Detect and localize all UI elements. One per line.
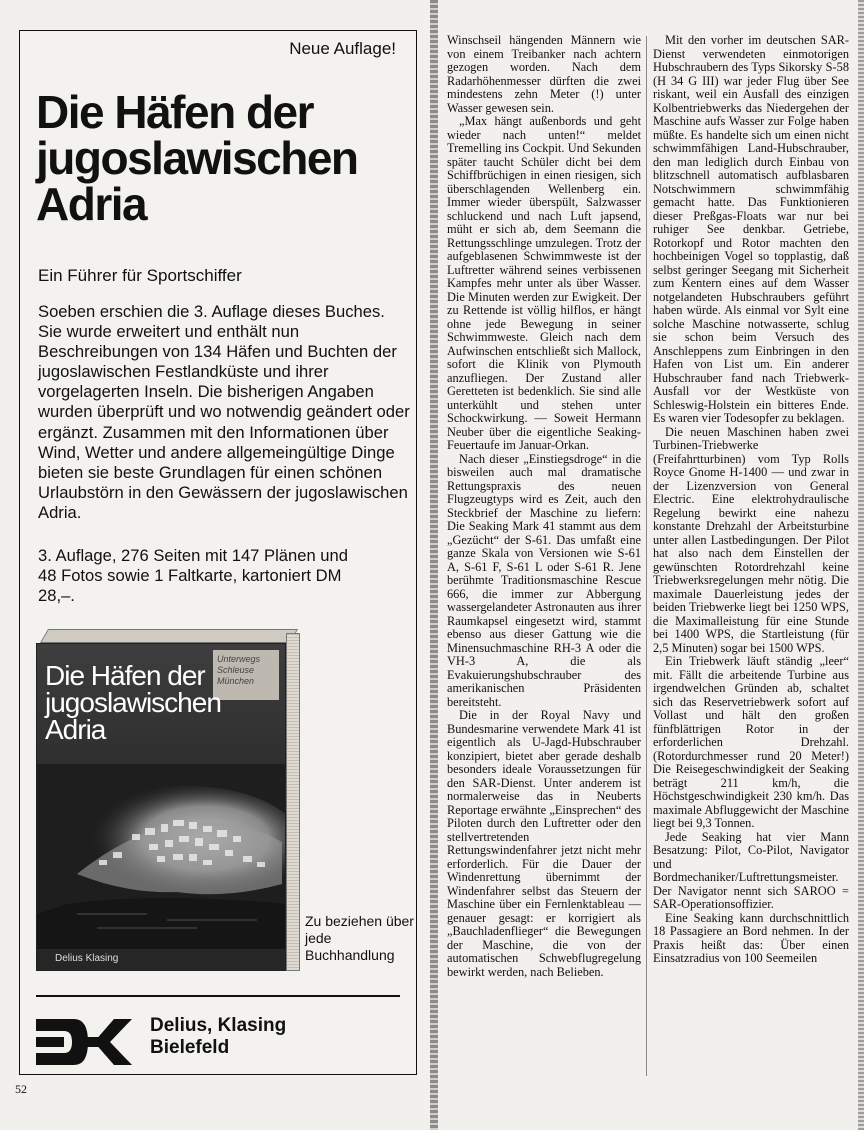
book-page-edges <box>286 633 300 971</box>
book-cover-publisher: Delius Klasing <box>55 953 119 964</box>
publisher-block <box>150 1015 350 1059</box>
paragraph: Winschseil hängenden Männern wie von einem Treibanker nach achtern gezogen worden. Nach dem Radarhöhenmesser dürften die zwei mindestens zehn Meter (!) unter Wasser gewesen sein. <box>447 34 641 115</box>
publisher-name: Delius, Klasing <box>150 1015 287 1036</box>
book-cover <box>36 643 286 971</box>
paragraph: „Max hängt außenbords und geht wieder nach unten!“ meldet Tremelling ins Cockpit. Und Sekunden später taucht Schüler dicht bei dem Schiffbrüchigen in einen riesigen, sich überschlagenden Wellenberg ein. Immer wieder überspült, Salzwasser schluckend und nach Luft japsend, müht er sich ab, dem Seemann die Rettungsschlinge umzulegen. Trotz der aufgeblasenen Schwimmweste ist der Luftretter während seines verbissenen Kampfes mehr unter als über Wasser. Die Minuten werden zur Ewigkeit. Der zu Rettende ist völlig hilflos, er hängt ohne jede Bewegung in seiner Schwimmweste. Gleich nach dem Aufwinschen entschließt sich Mallock, sofort die Klinik von Plymouth anzufliegen. Der Zustand aller Geretteten ist bedenklich. Sie sind alle unterkühlt und stehen unter Schockwirkung. — Soweit Hermann Neuber über die eigentliche Seaking-Feuertaufe im Januar-Orkan. <box>447 114 641 452</box>
ad-description: Soeben erschien die 3. Auflage dieses Buches. Sie wurde erweitert und enthält nun Beschreibungen von 134 Häfen und Buchten der jugoslawischen Festlandküste und ihrer vorgelagerten Inseln. Die bisherigen Angaben wurden überprüft und wo notwendig geändert oder ergänzt. Zusammen mit den Informationen über Wind, Wetter und andere allgemeingültige Dinge bieten sie beste Grundlagen für einen schönen Urlaubstörn in den Gewässern der jugoslawischen Adria. <box>38 302 410 522</box>
paragraph: Die neuen Maschinen haben zwei Turbinen-Triebwerke (Freifahrtturbinen) vom Typ Rolls Royce Gnome H-1400 — und zwar in der Lizenzversion von General Electric. Eine elektrohydraulische Regelung bewirkt eine nahezu konstante Drehzahl der Arbeitsturbine unter allen Lastbedingungen. Der Pilot hat also nach dem Einstellen der gewünschten Rotordrehzahl keine Triebwerksregelungen mehr nötig. Die maximale Dauerleistung jedes der beiden Triebwerke liegt bei 1250 WPS, die Maximalleistung für eine Stunde bei 1400 WPS, die Startleistung (für 2,5 Minuten) sogar bei 1500 WPS. <box>653 424 849 655</box>
paragraph: Eine Seaking kann durchschnittlich 18 Passagiere an Bord nehmen. In der Praxis heißt das: Über einen Einsatzradius von 100 Seemeilen <box>653 910 849 965</box>
page-edge <box>858 0 864 1130</box>
dk-logo-icon <box>34 1015 134 1069</box>
book-cover-title: Die Häfen der jugoslawischen Adria <box>45 660 221 745</box>
ad-divider <box>36 995 400 997</box>
book-top-edge <box>40 629 298 643</box>
paragraph: Die in der Royal Navy und Bundesmarine verwendete Mark 41 ist eigentlich als U-Jagd-Hubschrauber konzipiert, bietet aber gerade deshalb besonders ideale Voraussetzungen für den SAR-Dienst. Unter anderem ist normalerweise das in Neuberts Reportage erwähnte „Einsprechen“ des Piloten durch den Luftretter oder den stellvertretenden Rettungswindenfahrer jetzt nicht mehr erforderlich. Für die Dauer der Windenrettung übernimmt der Windenfahrer selbst das Steuern der Maschine über ein Fernlenktableau — genauer gesagt: er korrigiert als „Bauchladenflieger“ die Bewegungen der Maschine, die von der automatischen Schwebflugregelung bewirkt werden, nach Belieben. <box>447 708 641 979</box>
book-advertisement <box>19 30 417 1075</box>
paragraph: Mit den vorher im deutschen SAR-Dienst verwendeten einmotorigen Hubschraubern des Typs Sikorsky S-58 (H 34 G III) war jeder Flug über See riskant, weil ein Ausfall des einzigen Kolbentriebwerks das Niedergehen der Maschine aufs Wasser zur Folge haben müßte. Es handelte sich um einen nicht schwimmfähigen Land-Hubschrauber, den man lediglich durch Einbau von blitzschnell automatisch aufblasbaren Notschwimmern schwimmfähig gemacht hatte. Das Funktionieren dieser Preßgas-Floats war nur bei ruhiger See denkbar. Getriebe, Rotorkopf und Rotor machten den hochbeinigen Vogel so topplastig, daß selbst geringer Seegang mit Sicherheit zum Kentern eines auf dem Wasser notgelandeten Hubschraubers geführt haben würde. Als einmal vor Sylt eine solche Maschine notwasserte, schlug sie schon beim Versuch des Anschleppens zum Einbringen in den Hafen von List um. Ein anderer Hubschrauber fand nach Triebwerk-Ausfall vor der Westküste von Schleswig-Holstein ein bitteres Ende. Es waren vier Todesopfer zu beklagen. <box>653 34 849 425</box>
ad-order-note: Zu beziehen über jede Buchhandlung <box>305 913 414 963</box>
book-cover-illustration <box>34 629 308 973</box>
paragraph: Ein Triebwerk läuft ständig „leer“ mit. Fällt die arbeitende Turbine aus irgendwelchen Gründen ab, schaltet sich das Reservetriebwerk sofort auf Vollast und hält den großen fünfblättrigen Rotor in der erforderlichen Drehzahl. (Rotordurchmesser rund 20 Meter!) Die Reisegeschwindigkeit der Seaking beträgt 211 km/h, die Höchstgeschwindigkeit 230 km/h. Das maximale Abfluggewicht der Maschine liegt bei 9,3 Tonnen. <box>653 654 849 830</box>
column-divider <box>646 36 647 1076</box>
article-column-2 <box>653 34 849 1084</box>
paragraph: Nach dieser „Einstiegsdroge“ in die bisweilen auch mal dramatische Rettungspraxis des neuen Flugzeugtyps wird es Zeit, auch den Steckbrief der Maschine zu liefern: Die Seaking Mark 41 stammt aus dem „Gezücht“ der S-61. Das umfaßt eine ganze Skala von Versionen wie S-61 A, S-61 F, S-61 L oder S-61 R. Jene berühmte Traditionsmaschine Rescue 666, die immer zur Abbergung wassergelandeter Astronauten aus ihrer Raumkapsel eingesetzt wird, stammt ebenso aus dieser Gattung wie die Minensuchmaschine RH-3 A oder die VH-3 A, die als Evakuierungshubschrauber des amerikanischen Präsidenten bereitsteht. <box>447 451 641 709</box>
publisher-city: Bielefeld <box>150 1037 230 1058</box>
new-edition-badge: Neue Auflage! <box>289 39 396 58</box>
book-series-label: Unterwegs Schleuse München <box>213 650 279 700</box>
ad-edition-details: 3. Auflage, 276 Seiten mit 147 Plänen und 48 Fotos sowie 1 Faltkarte, kartoniert DM 28,–. <box>38 546 348 605</box>
ad-headline: Die Häfen der jugoslawischen Adria <box>36 86 358 230</box>
paragraph: Jede Seaking hat vier Mann Besatzung: Pilot, Co-Pilot, Navigator und Bordmechaniker/Luftrettungsmeister. Der Navigator nennt sich SAROO = SAR-Operationsoffizier. <box>653 829 849 911</box>
harbor-photo <box>37 764 286 949</box>
ad-subtitle: Ein Führer für Sportschiffer <box>38 266 242 285</box>
page-number: 52 <box>15 1082 27 1096</box>
article-column-1 <box>447 34 641 1084</box>
page-gutter <box>430 0 438 1130</box>
